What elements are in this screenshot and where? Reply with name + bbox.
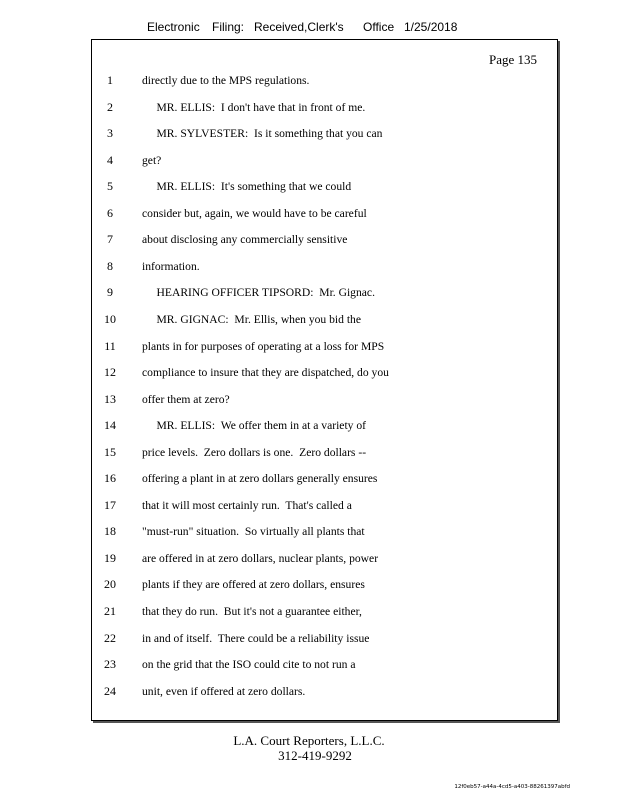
filing-stamp-part: Received,Clerk's	[254, 20, 344, 34]
line-number: 18	[104, 524, 116, 538]
transcript-line: get?	[142, 154, 162, 167]
line-number: 13	[104, 392, 116, 406]
transcript-line: MR. ELLIS: It's something that we could	[142, 180, 352, 193]
transcript-line: plants if they are offered at zero dollars, ensures	[142, 578, 365, 591]
line-number: 14	[104, 418, 116, 432]
transcript-line: "must-run" situation. So virtually all plants that	[142, 525, 365, 538]
transcript-line: compliance to insure that they are dispatched, do you	[142, 366, 389, 379]
transcript-line: information.	[142, 260, 200, 273]
filing-stamp-header	[0, 20, 618, 36]
line-number: 16	[104, 471, 116, 485]
filing-stamp-part: Electronic	[147, 20, 200, 34]
line-number: 11	[104, 339, 116, 353]
transcript-line: about disclosing any commercially sensitive	[142, 233, 348, 246]
line-number: 24	[104, 684, 116, 698]
transcript-line: that they do run. But it's not a guarantee either,	[142, 605, 362, 618]
page-number: Page 135	[488, 52, 537, 67]
line-number: 17	[104, 498, 116, 512]
line-number: 22	[104, 631, 116, 645]
line-number: 1	[107, 73, 113, 87]
transcript-line: MR. ELLIS: We offer them in at a variety of	[142, 419, 367, 432]
transcript-line: MR. ELLIS: I don't have that in front of me.	[142, 101, 366, 114]
line-number: 2	[107, 100, 113, 114]
transcript-line: consider but, again, we would have to be careful	[142, 207, 367, 220]
transcript-line: MR. GIGNAC: Mr. Ellis, when you bid the	[142, 313, 361, 326]
transcript-line: HEARING OFFICER TIPSORD: Mr. Gignac.	[142, 286, 375, 299]
transcript-line: unit, even if offered at zero dollars.	[142, 685, 306, 698]
document-id: 12f0eb57-a44a-4cd5-a403-88261397abfd	[454, 784, 570, 790]
line-number: 7	[107, 232, 113, 246]
filing-stamp-part: Filing:	[212, 20, 245, 34]
line-number: 21	[104, 604, 116, 618]
transcript-line: offering a plant in at zero dollars generally ensures	[142, 472, 378, 485]
line-number: 6	[107, 206, 113, 220]
transcript-line: offer them at zero?	[142, 393, 230, 406]
filing-stamp-part: Office	[363, 20, 395, 34]
transcript-line: in and of itself. There could be a reliability issue	[142, 632, 370, 645]
transcript-line: plants in for purposes of operating at a loss for MPS	[142, 340, 385, 353]
transcript-line: that it will most certainly run. That's called a	[142, 499, 352, 512]
line-number: 15	[104, 445, 116, 459]
line-number: 4	[107, 153, 113, 167]
transcript-line: on the grid that the ISO could cite to not run a	[142, 658, 356, 671]
line-number: 20	[104, 577, 116, 591]
filing-stamp-part: 1/25/2018	[404, 20, 458, 34]
line-number: 8	[107, 259, 113, 273]
line-number: 3	[107, 126, 113, 140]
line-number: 19	[104, 551, 116, 565]
reporter-phone: 312-419-9292	[278, 748, 352, 763]
transcript-line: directly due to the MPS regulations.	[142, 74, 310, 87]
line-number: 12	[104, 365, 116, 379]
transcript-line: are offered in at zero dollars, nuclear plants, power	[142, 552, 379, 565]
reporter-name: L.A. Court Reporters, L.L.C.	[233, 733, 385, 748]
transcript-page	[91, 39, 558, 721]
line-number: 9	[107, 285, 113, 299]
line-number: 10	[104, 312, 116, 326]
transcript-line: MR. SYLVESTER: Is it something that you can	[142, 127, 383, 140]
line-number: 23	[104, 657, 116, 671]
transcript-line: price levels. Zero dollars is one. Zero dollars --	[142, 446, 367, 459]
line-number: 5	[107, 179, 113, 193]
